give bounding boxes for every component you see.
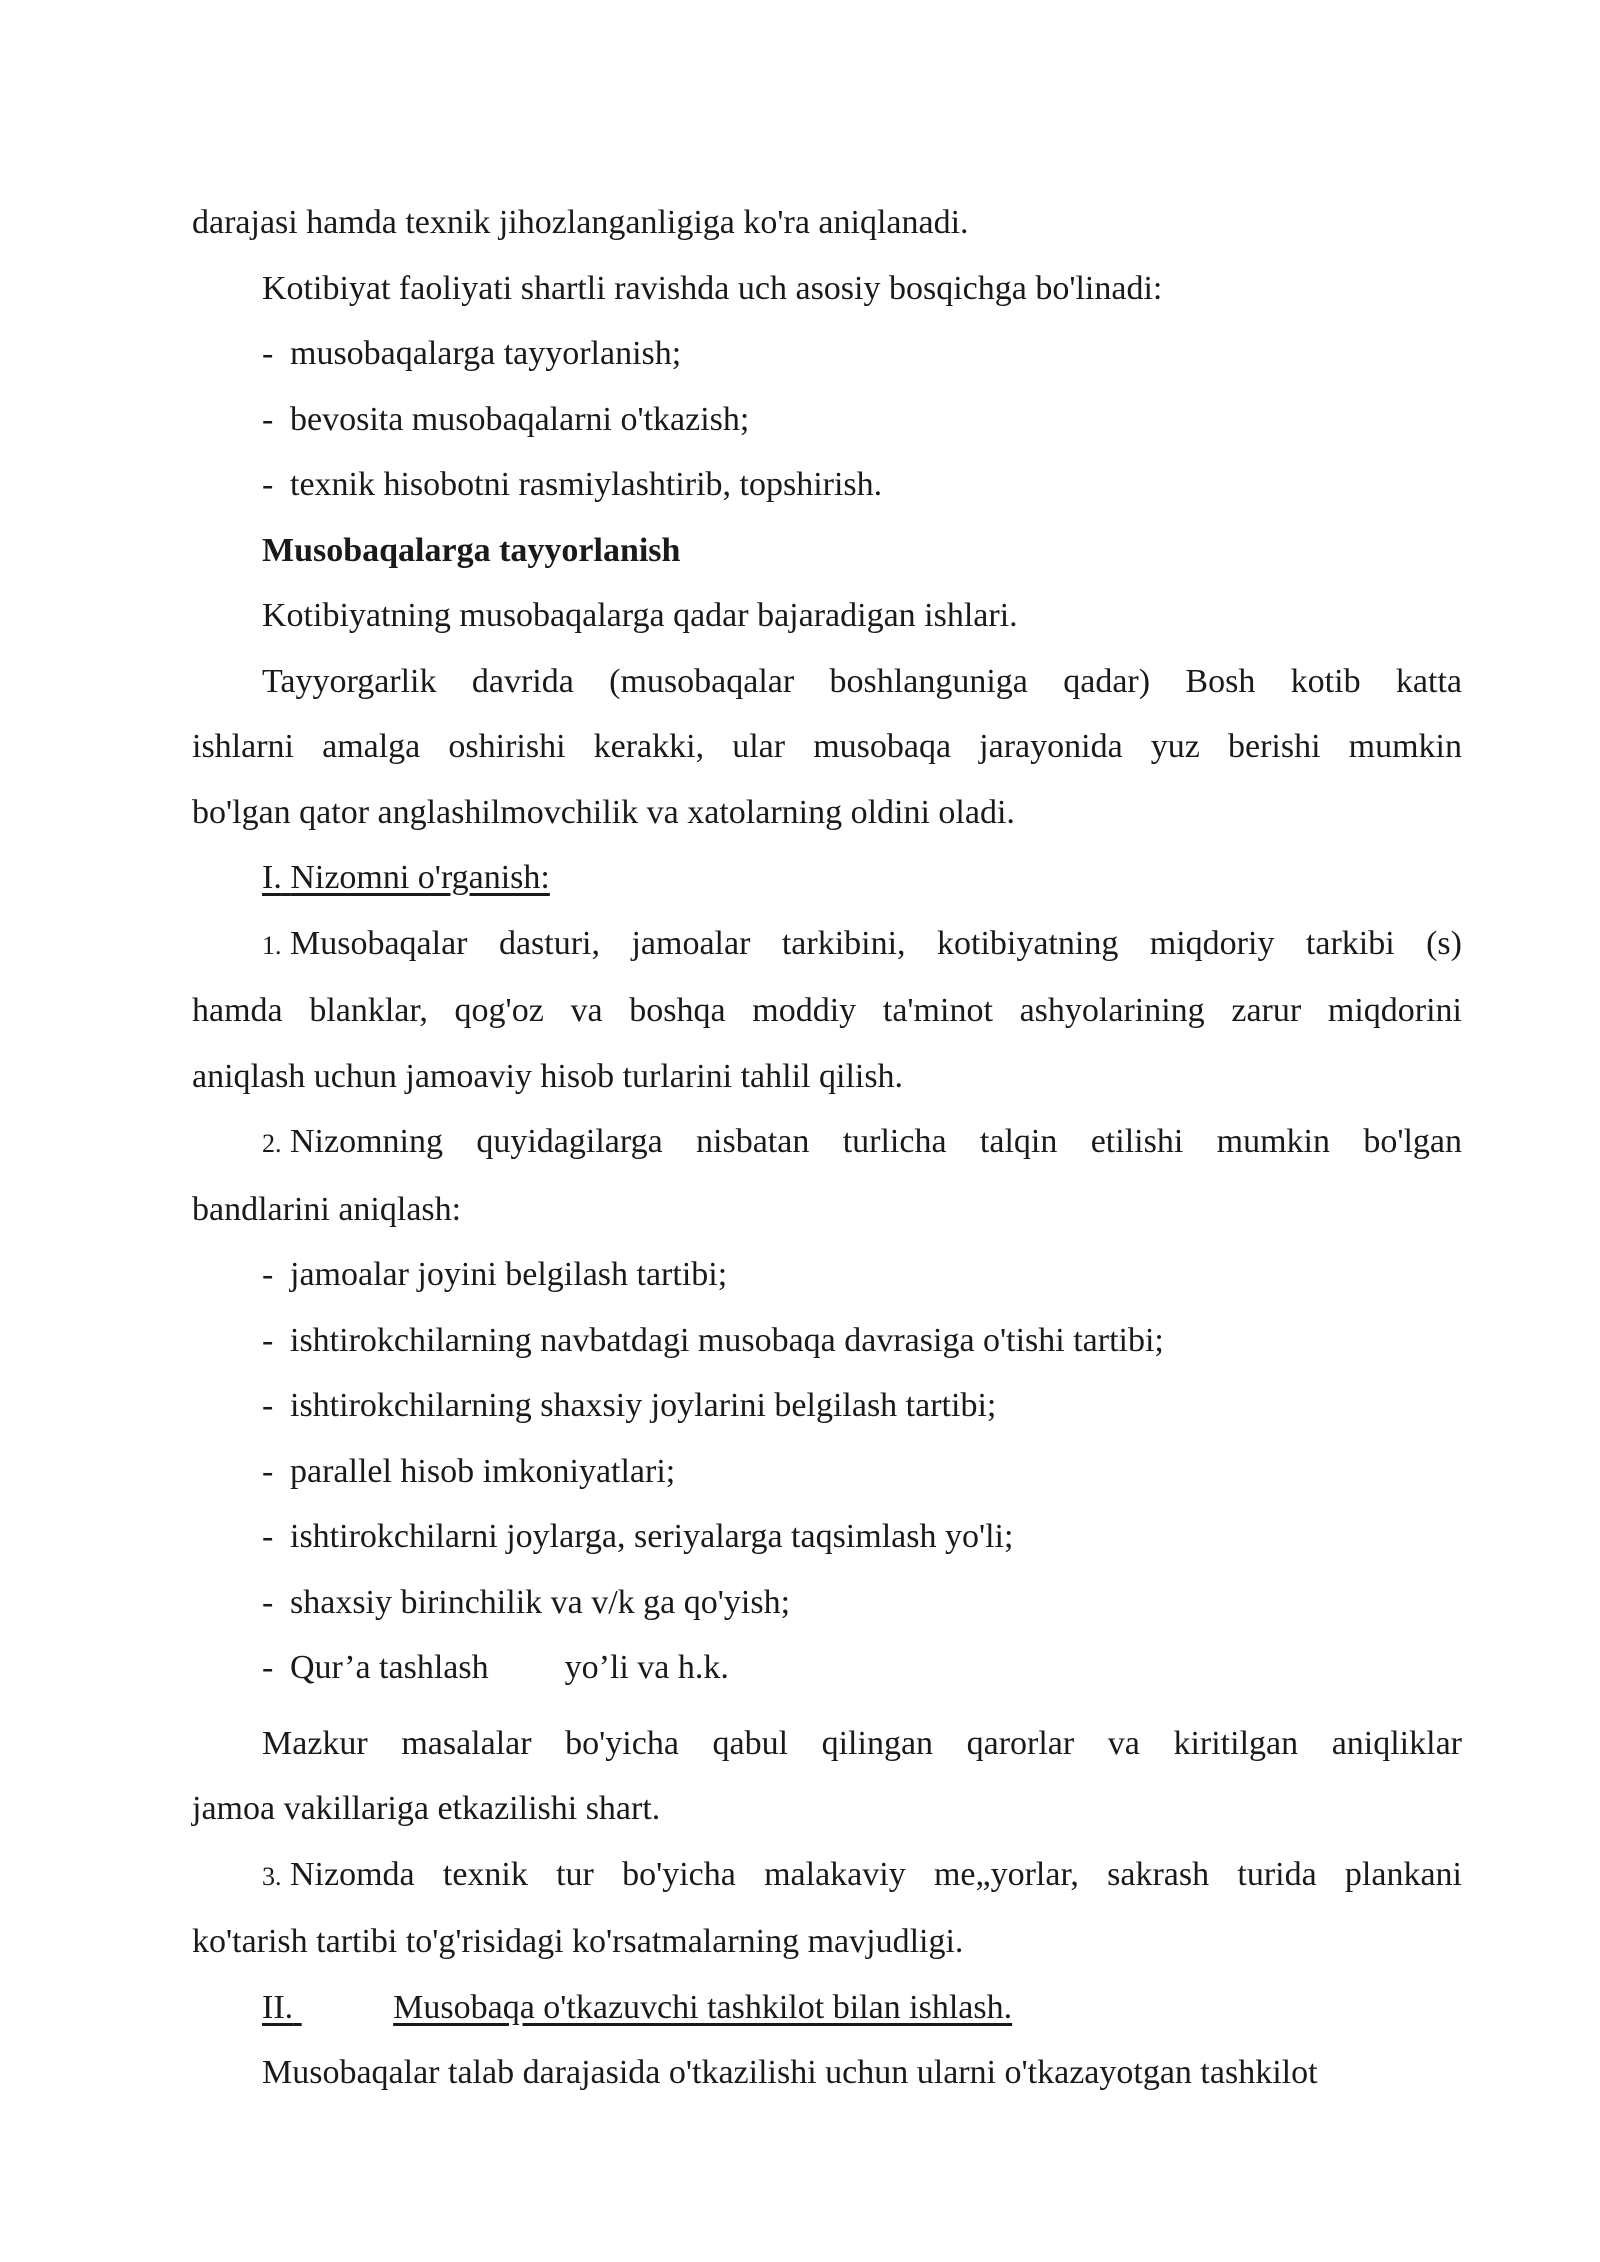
dash-marker: - xyxy=(262,1387,274,1424)
list-item-text: Qur’a tashlash xyxy=(290,1649,489,1686)
section-heading: Musobaqalarga tayyorlanish xyxy=(262,531,681,569)
item-text: Nizomda texnik tur bo'yicha malakaviy me„yorlar, sakrash turida plankani xyxy=(290,1855,1462,1893)
list-item-text: musobaqalarga tayyorlanish; xyxy=(290,335,682,372)
list-item xyxy=(192,1439,1462,1505)
text-line: jamoa vakillariga etkazilishi shart. xyxy=(192,1790,661,1827)
numbered-item xyxy=(192,1842,1462,1910)
subsection-heading xyxy=(192,845,1462,911)
item-number: 2. xyxy=(262,1129,282,1158)
list-item xyxy=(192,1373,1462,1439)
text-line: ishlarni amalga oshirishi kerakki, ular musobaqa jarayonida yuz berishi mumkin xyxy=(192,728,1462,765)
list-item xyxy=(192,1635,1462,1701)
list-item-text: yo’li va h.k. xyxy=(564,1649,729,1686)
list-item xyxy=(192,387,1462,453)
text-line: Kotibiyatning musobaqalarga qadar bajaradigan ishlari. xyxy=(262,597,1018,634)
list-item-text: ishtirokchilarning shaxsiy joylarini belgilash tartibi; xyxy=(290,1387,997,1424)
dash-marker: - xyxy=(262,335,274,372)
dash-marker: - xyxy=(262,466,274,503)
text-line: Musobaqalar talab darajasida o'tkazilishi uchun ularni o'tkazayotgan tashkilot xyxy=(262,2054,1318,2091)
dash-marker: - xyxy=(262,1452,274,1490)
list-item-text: jamoalar joyini belgilash tartibi; xyxy=(290,1256,728,1293)
list-item xyxy=(192,1242,1462,1308)
list-item-text: texnik hisobotni rasmiylashtirib, topshirish. xyxy=(290,466,883,503)
list-item-text: parallel hisob imkoniyatlari; xyxy=(290,1452,676,1490)
text-line: hamda blanklar, qog'oz va boshqa moddiy ta'minot ashyolarining zarur miqdorini xyxy=(192,992,1462,1029)
text-line: Kotibiyat faoliyati shartli ravishda uch asosiy bosqichga bo'linadi: xyxy=(262,269,1163,307)
text-line: bandlarini aniqlash: xyxy=(192,1190,462,1228)
dash-marker: - xyxy=(262,1518,274,1555)
list-item xyxy=(192,1308,1462,1374)
numbered-item xyxy=(192,911,1462,979)
text-line: ko'tarish tartibi to'g'risidagi ko'rsatmalarning mavjudligi. xyxy=(192,1923,964,1960)
list-item xyxy=(192,1504,1462,1570)
list-item-text: bevosita musobaqalarni o'tkazish; xyxy=(290,400,750,438)
list-item xyxy=(192,321,1462,387)
list-item-text: ishtirokchilarni joylarga, seriyalarga taqsimlash yo'li; xyxy=(290,1518,1014,1555)
item-number: 1. xyxy=(262,930,282,960)
text-line: aniqlash uchun jamoaviy hisob turlarini tahlil qilish. xyxy=(192,1057,904,1095)
dash-marker: - xyxy=(262,1256,274,1293)
list-item xyxy=(192,1570,1462,1636)
subsection-number: II. xyxy=(262,1988,294,2026)
list-item-text: shaxsiy birinchilik va v/k ga qo'yish; xyxy=(290,1583,791,1621)
item-text: Musobaqalar dasturi, jamoalar tarkibini, kotibiyatning miqdoriy tarkibi (s) xyxy=(290,924,1462,962)
subsection-title: Nizomni o'rganish: xyxy=(290,859,550,896)
dash-marker: - xyxy=(262,1321,274,1359)
text-line: Mazkur masalalar bo'yicha qabul qilingan qarorlar va kiritilgan aniqliklar xyxy=(262,1724,1462,1762)
item-number: 3. xyxy=(262,1861,282,1891)
text-line: bo'lgan qator anglashilmovchilik va xatolarning oldini oladi. xyxy=(192,793,1015,831)
dash-marker: - xyxy=(262,1583,274,1621)
text-line: darajasi hamda texnik jihozlanganligiga ko'ra aniqlanadi. xyxy=(192,204,969,241)
item-text: Nizomning quyidagilarga nisbatan turlicha talqin etilishi mumkin bo'lgan xyxy=(290,1123,1462,1160)
list-item xyxy=(192,452,1462,518)
subsection-heading xyxy=(192,1975,1462,2041)
dash-marker: - xyxy=(262,400,274,438)
numbered-item xyxy=(192,1109,1462,1177)
list-item-text: ishtirokchilarning navbatdagi musobaqa davrasiga o'tishi tartibi; xyxy=(290,1321,1164,1359)
subsection-title: Musobaqa o'tkazuvchi tashkilot bilan ishlash. xyxy=(393,1988,1013,2026)
text-line: Tayyorgarlik davrida (musobaqalar boshlanguniga qadar) Bosh kotib katta xyxy=(262,662,1462,700)
dash-marker: - xyxy=(262,1649,274,1686)
subsection-number: I. xyxy=(262,859,282,896)
